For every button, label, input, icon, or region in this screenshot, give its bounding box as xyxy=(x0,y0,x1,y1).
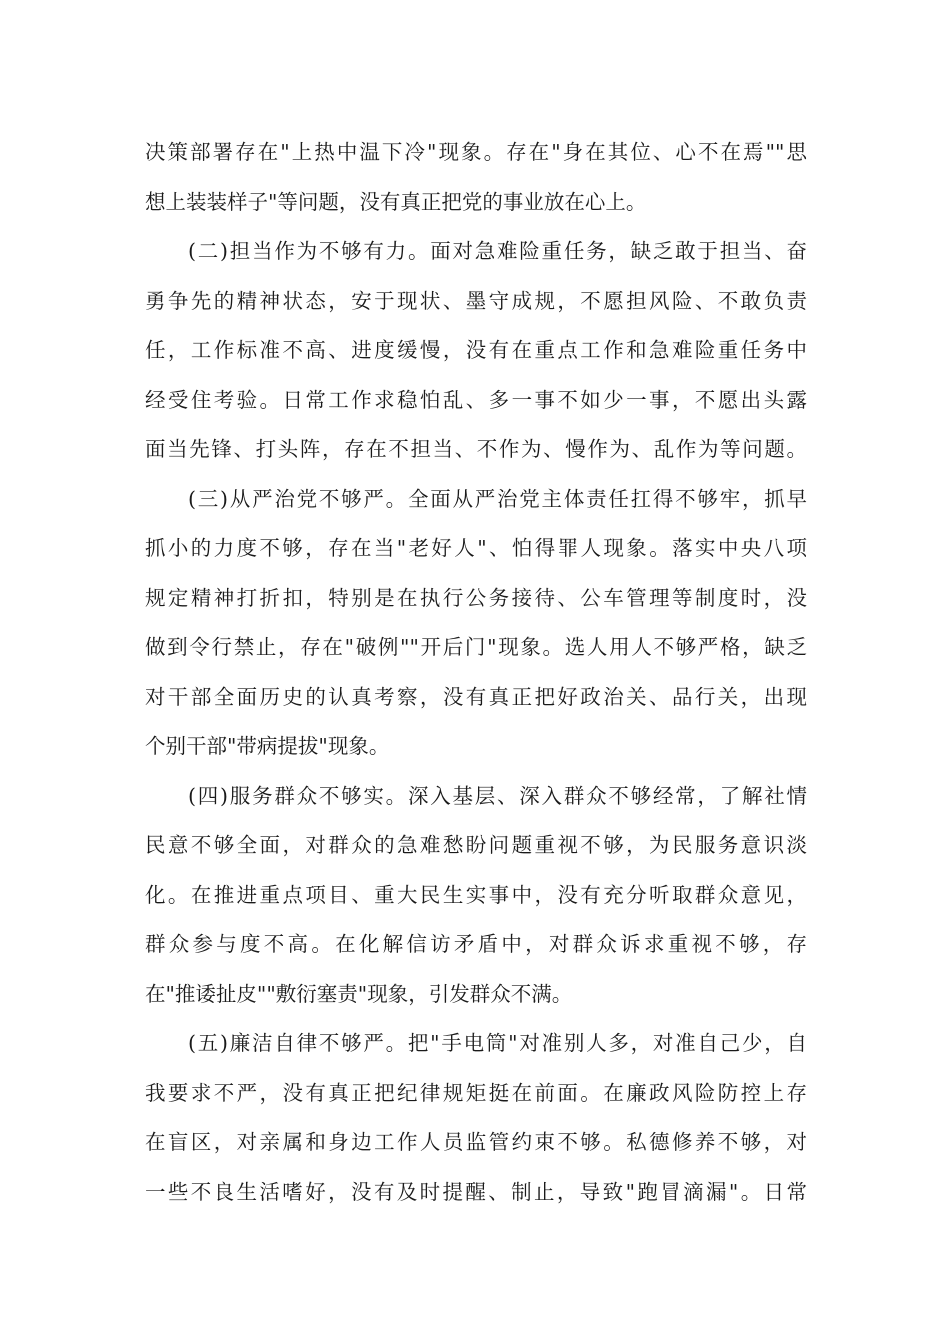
text-line: 抓小的力度不够，存在当"老好人"、怕得罪人现象。落实中央八项 xyxy=(145,536,807,560)
text-line: 做到令行禁止，存在"破例""开后门"现象。选人用人不够严格，缺乏 xyxy=(145,635,807,659)
text-line: 勇争先的精神状态，安于现状、墨守成规，不愿担风险、不敢负责 xyxy=(145,288,807,313)
text-line: 任，工作标准不高、进度缓慢，没有在重点工作和急难险重任务中 xyxy=(145,338,807,362)
text-line: 个别干部"带病提拔"现象。 xyxy=(145,734,390,758)
text-line: 群众参与度不高。在化解信访矛盾中，对群众诉求重视不够，存 xyxy=(145,932,807,956)
text-line: 决策部署存在"上热中温下冷"现象。存在"身在其位、心不在焉""思 xyxy=(145,140,807,164)
text-line: 我要求不严，没有真正把纪律规矩挺在前面。在廉政风险防控上存 xyxy=(145,1080,807,1105)
text-line: 对干部全面历史的认真考察，没有真正把好政治关、品行关，出现 xyxy=(145,684,807,709)
paragraph-start-line: (二)担当作为不够有力。面对急难险重任务，缺乏敢于担当、奋 xyxy=(188,239,807,263)
document-body xyxy=(145,128,807,1217)
text-line: 经受住考验。日常工作求稳怕乱、多一事不如少一事，不愿出头露 xyxy=(145,387,807,412)
text-line: 一些不良生活嗜好，没有及时提醒、制止，导致"跑冒滴漏"。日常 xyxy=(145,1179,807,1204)
text-line: 化。在推进重点项目、重大民生实事中，没有充分听取群众意见， xyxy=(145,882,807,907)
text-line: 想上装装样子"等问题，没有真正把党的事业放在心上。 xyxy=(145,189,647,214)
paragraph-start-line: (四)服务群众不够实。深入基层、深入群众不够经常，了解社情 xyxy=(188,783,807,808)
text-line: 面当先锋、打头阵，存在不担当、不作为、慢作为、乱作为等问题。 xyxy=(145,437,807,461)
text-line: 在盲区，对亲属和身边工作人员监管约束不够。私德修养不够，对 xyxy=(145,1130,807,1154)
paragraph-start-line: (五)廉洁自律不够严。把"手电筒"对准别人多，对准自己少，自 xyxy=(188,1031,807,1055)
text-line: 规定精神打折扣，特别是在执行公务接待、公车管理等制度时，没 xyxy=(145,585,807,610)
paragraph-start-line: (三)从严治党不够严。全面从严治党主体责任扛得不够牢，抓早 xyxy=(188,486,807,511)
text-line: 民意不够全面，对群众的急难愁盼问题重视不够，为民服务意识淡 xyxy=(145,833,807,857)
text-line: 在"推诿扯皮""敷衍塞责"现象，引发群众不满。 xyxy=(145,981,573,1006)
